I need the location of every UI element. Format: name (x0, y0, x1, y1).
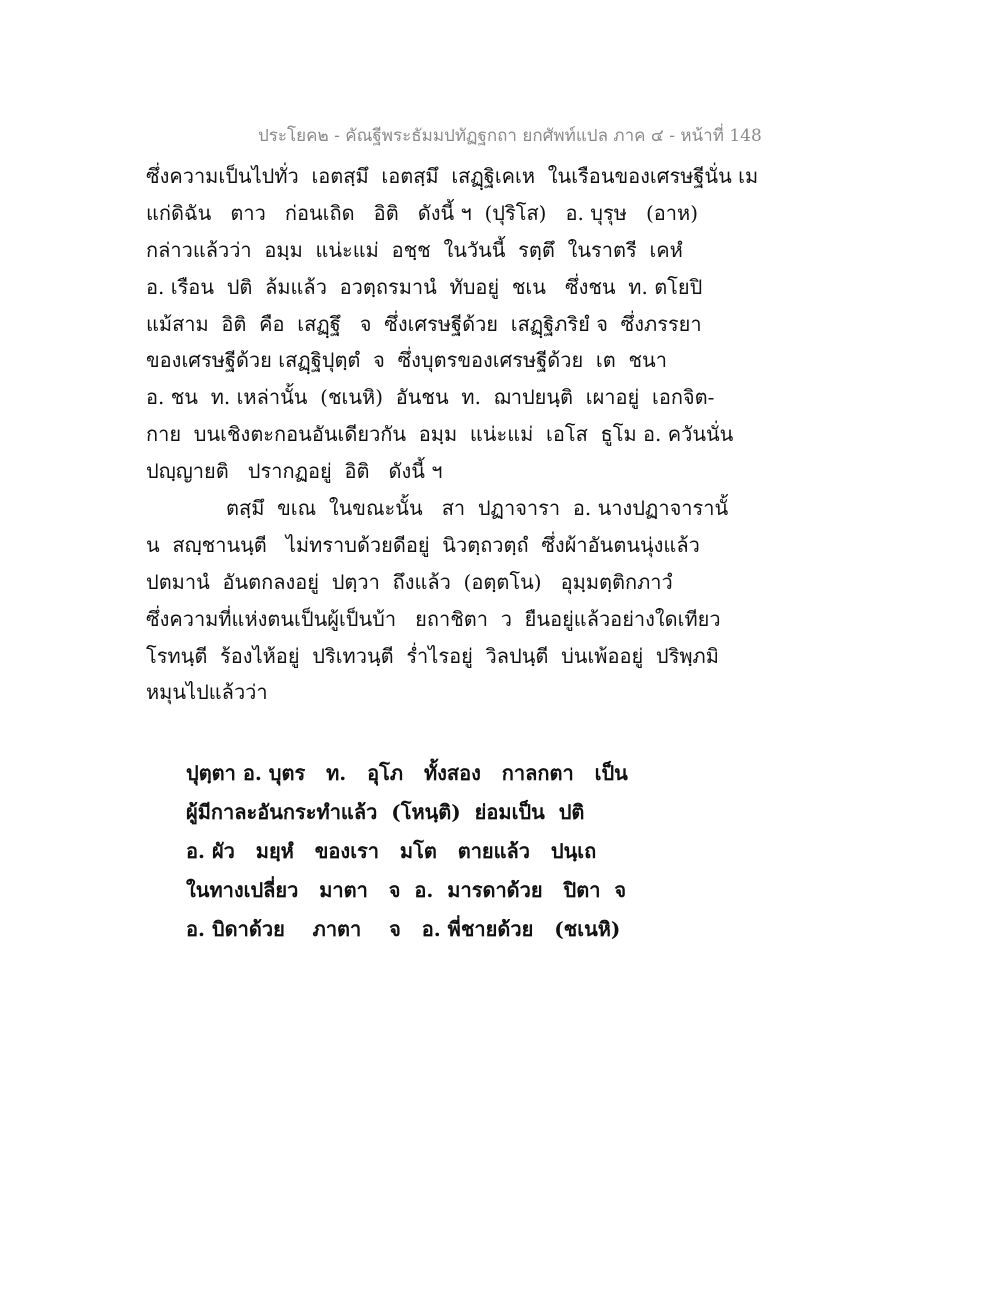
text-line: แก่ดิฉัน ตาว ก่อนเถิด อิติ ดังนี้ ฯ (ปุริโส) อ. บุรุษ (อาห) (146, 200, 698, 225)
running-header: ประโยค๒ - คัณฐีพระธัมมปทัฏฐกถา ยกศัพท์แปล ภาค ๔ - หน้าที่ 148 (258, 126, 762, 146)
verse-line: ปุตฺตา อ. บุตร ท. อุโภ ทั้งสอง กาลกตา เป็น (186, 761, 628, 785)
text-line: ปตมานํ อันตกลงอยู่ ปตฺวา ถึงแล้ว (อตฺตโน) อุมฺมตฺติกภาวํ (146, 569, 673, 594)
text-line: น สญฺชานนฺตี ไม่ทราบด้วยดีอยู่ นิวตฺถวตฺถํ ซึ่งผ้าอันตนนุ่งแล้ว (146, 532, 700, 557)
paragraph-2 (146, 490, 766, 711)
text-line: แม้สาม อิติ คือ เสฏฺฐึ จ ซึ่งเศรษฐีด้วย เสฏฺฐิภริยํ จ ซึ่งภรรยา (146, 311, 702, 336)
text-line: อ. เรือน ปติ ล้มแล้ว อวตฺถรมานํ ทับอยู่ ชเน ซึ่งชน ท. ตโยปิ (146, 274, 703, 299)
verse-line: อ. บิดาด้วย ภาตา จ อ. พี่ชายด้วย (ชเนหิ) (186, 917, 621, 941)
text-line: ของเศรษฐีด้วย เสฏฺฐิปุตฺตํ จ ซึ่งบุตรของเศรษฐีด้วย เต ชนา (146, 348, 667, 373)
text-line: โรทนฺตี ร้องไห้อยู่ ปริเทวนฺตี ร่ำไรอยู่ วิลปนฺตี บ่นเพ้ออยู่ ปริพฺภมิ (146, 643, 719, 668)
text-line: อ. ชน ท. เหล่านั้น (ชเนหิ) อันชน ท. ฌาปยนฺติ เผาอยู่ เอกจิต- (146, 385, 715, 410)
verse-line: ในทางเปลี่ยว มาตา จ อ. มารดาด้วย ปิตา จ (186, 878, 627, 902)
text-line: หมุนไปแล้วว่า (146, 680, 268, 705)
verse-block (186, 754, 746, 949)
text-line: กาย บนเชิงตะกอนอันเดียวกัน อมฺม แน่ะแม่ เอโส ธูโม อ. ควันนั่น (146, 422, 734, 447)
text-line: ปญฺญายติ ปรากฏอยู่ อิติ ดังนี้ ฯ (146, 459, 443, 484)
text-line: ซึ่งความที่แห่งตนเป็นผู้เป็นบ้า ยถาชิตา ว ยืนอยู่แล้วอย่างใดเทียว (146, 606, 721, 631)
text-line: ซึ่งความเป็นไปทั่ว เอตสฺมึ เอตสฺมึ เสฏฺฐิเคเห ในเรือนของเศรษฐีนั่น เม (146, 164, 759, 188)
body-text (146, 158, 766, 711)
text-line: ตสฺมึ ขเณ ในขณะนั้น สา ปฏาจารา อ. นางปฏาจารานั้ (226, 496, 729, 521)
verse-line: ผู้มีกาละอันกระทำแล้ว (โหนฺติ) ย่อมเป็น ปติ (186, 800, 585, 824)
text-line: กล่าวแล้วว่า อมฺม แน่ะแม่ อชฺช ในวันนี้ รตฺตึ ในราตรี เคหํ (146, 237, 683, 262)
paragraph-1 (146, 158, 766, 490)
verse-line: อ. ผัว มยฺหํ ของเรา มโต ตายแล้ว ปนฺเถ (186, 839, 597, 863)
